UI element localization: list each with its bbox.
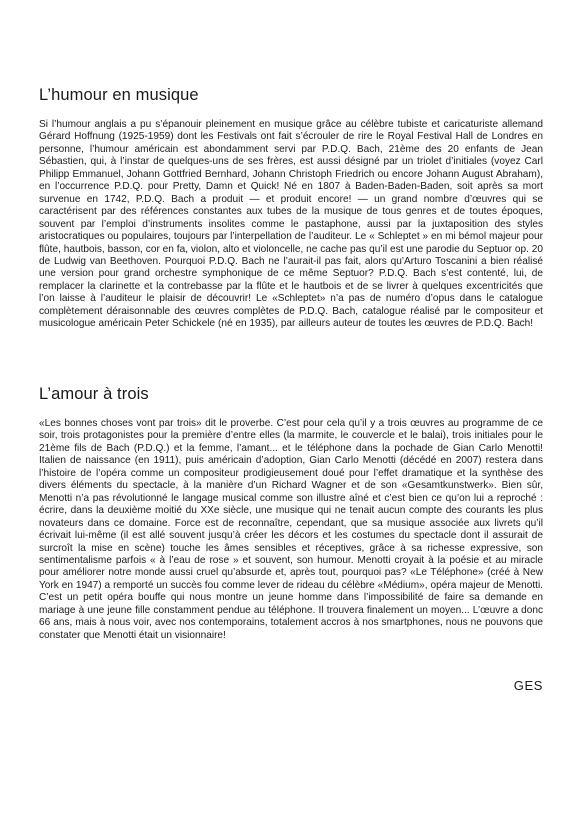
section-title-amour: L’amour à trois [39,385,149,403]
section-body-humour: Si l’humour anglais a pu s’épanouir pleinement en musique grâce au célèbre tubiste et caricaturiste allemand Gérard Hoffnung (1925-1959) dont les Festivals ont fait s’écrouler de rire le Royal Festival Hall de Londres en personne, l’humour américain est abondamment servi par P.D.Q. Bach, 21ème des 20 enfants de Jean Sébastien, qui, à l’instar de quelques-uns de ses frères, est aussi désigné par un triolet d’initiales (voyez Carl Philipp Emmanuel, Johann Gottfried Bernhard, Johann Christoph Friedrich ou encore Johann August Abraham), en l’occurrence P.D.Q. pour Pretty, Damn et Quick! Né en 1807 à Baden-Baden-Baden, soit après sa mort survenue en 1742, P.D.Q. Bach a produit — et produit encore! — un grand nombre d’œuvres qui se caractérisent par des références constantes aux tubes de la musique de tous genres et de toutes époques, souvent par l’emploi d’instruments insolites comme le pastaphone, aussi par la juxtaposition des styles aristocratiques ou populaires, toujours par l’interpellation de l’auditeur. Le « Schleptet » en mi bémol majeur pour flûte, hautbois, basson, cor en fa, violon, alto et violoncelle, ne cache pas qu’il est une parodie du Septuor op. 20 de Ludwig van Beethoven. Pourquoi P.D.Q. Bach ne l’aurait-il pas fait, alors qu’Arturo Toscanini a bien réalisé une version pour grand orchestre symphonique de ce même Septuor? P.D.Q. Bach s’est contenté, lui, de remplacer la clarinette et la contrebasse par la flûte et le hautbois et de se livrer à quelques excentricités que l’on laisse à l’auditeur le plaisir de découvrir! Le «Schleptet» n’a pas de numéro d’opus dans le catalogue complètement déraisonnable des œuvres complètes de P.D.Q. Bach, catalogue réalisé par le compositeur et musicologue américain Peter Schickele (né en 1935), par ailleurs auteur de toutes les œuvres de P.D.Q. Bach! [39,119,543,330]
section-body-amour: «Les bonnes choses vont par trois» dit le proverbe. C’est pour cela qu’il y a trois œuvres au programme de ce soir, trois protagonistes pour la première d’entre elles (la marmite, le couvercle et le balai), trois initiales pour le 21ème fils de Bach (P.D.Q.) et la femme, l’amant... et le téléphone dans la pochade de Gian Carlo Menotti! Italien de naissance (en 1911), puis américain d’adoption, Gian Carlo Menotti (décédé en 2007) restera dans l’histoire de l’opéra comme un compositeur prodigieusement doué pour l’effet dramatique et la synthèse des divers éléments du spectacle, à la manière d’un Richard Wagner et de son «Gesamtkunstwerk». Bien sûr, Menotti n’a pas révolutionné le langage musical comme son illustre aîné et c’est bien ce qu’on lui a reproché : écrire, dans la deuxième moitié du XXe siècle, une musique qui ne tenait aucun compte des courants les plus novateurs dans ce domaine. Force est de reconnaître, cependant, que sa musique associée aux livrets qu’il écrivait lui-même (il est allé souvent jusqu’à créer les décors et les costumes du spectacle dont il assurait de surcroît la mise en scène) touche les âmes sensibles et réceptives, grâce à sa richesse expressive, son sentimentalisme parfois « à l’eau de rose » et souvent, son humour. Menotti croyait à la poésie et au miracle pour améliorer notre monde aussi cruel qu’absurde et, après tout, pourquoi pas? «Le Téléphone» (créé à New York en 1947) a remporté un succès fou comme lever de rideau du célèbre «Médium», opéra majeur de Menotti. C’est un petit opéra bouffe qui nous montre un jeune homme dans l’impossibilité de faire sa demande en mariage à une jeune fille constamment pendue au téléphone. Il trouvera finalement un moyen... L’œuvre a donc 66 ans, mais à nous voir, avec nos contemporains, totalement accros à nos smartphones, nous ne pouvons que constater que Menotti était un visionnaire! [39,418,543,641]
section-title-humour: L’humour en musique [39,86,199,104]
author-signature: GES [513,678,543,693]
